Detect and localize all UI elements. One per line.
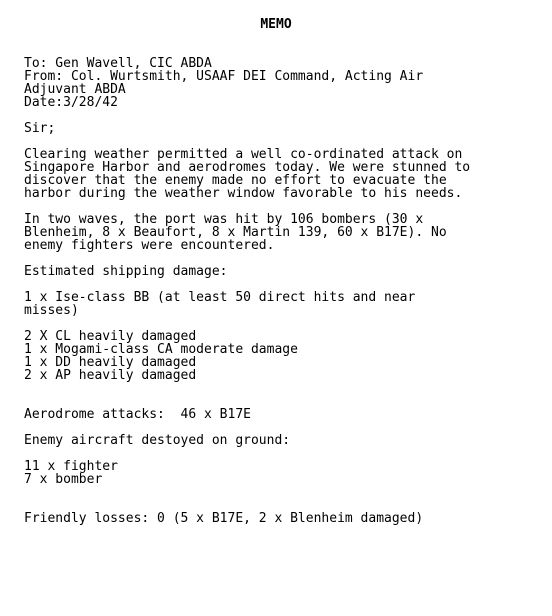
destroyed-list-item: 11 x fighter: [24, 459, 118, 474]
para2-line: enemy fighters were encountered.: [24, 238, 275, 253]
destroyed-heading: Enemy aircraft destoyed on ground:: [24, 433, 291, 448]
memo-date: Date:3/28/42: [24, 95, 118, 110]
para1-line: discover that the enemy made no effort to evacuate the: [24, 173, 447, 188]
shipping-list-item: 1 x DD heavily damaged: [24, 355, 197, 370]
para1-line: Clearing weather permitted a well co-ordinated attack on: [24, 147, 463, 162]
memo-salutation: Sir;: [24, 121, 56, 136]
para2-line: In two waves, the port was hit by 106 bombers (30 x: [24, 212, 424, 227]
memo-title: MEMO: [260, 17, 292, 32]
para1-line: harbor during the weather window favorable to his needs.: [24, 186, 463, 201]
shipping-bb-line: misses): [24, 303, 79, 318]
para1-line: Singapore Harbor and aerodromes today. We were stunned to: [24, 160, 471, 175]
memo-from-continued: Adjuvant ABDA: [24, 82, 126, 97]
memo-from: From: Col. Wurtsmith, USAAF DEI Command, Acting Air: [24, 69, 424, 84]
shipping-bb-line: 1 x Ise-class BB (at least 50 direct hits and near: [24, 290, 416, 305]
memo-document: [24, 18, 544, 525]
friendly-losses: Friendly losses: 0 (5 x B17E, 2 x Blenheim damaged): [24, 511, 424, 526]
memo-to: To: Gen Wavell, CIC ABDA: [24, 56, 212, 71]
para2-line: Blenheim, 8 x Beaufort, 8 x Martin 139, 60 x B17E). No: [24, 225, 447, 240]
shipping-list-item: 2 X CL heavily damaged: [24, 329, 197, 344]
shipping-heading: Estimated shipping damage:: [24, 264, 228, 279]
shipping-list-item: 2 x AP heavily damaged: [24, 368, 197, 383]
destroyed-list-item: 7 x bomber: [24, 472, 103, 487]
aerodrome-attacks: Aerodrome attacks: 46 x B17E: [24, 407, 251, 422]
shipping-list-item: 1 x Mogami-class CA moderate damage: [24, 342, 298, 357]
